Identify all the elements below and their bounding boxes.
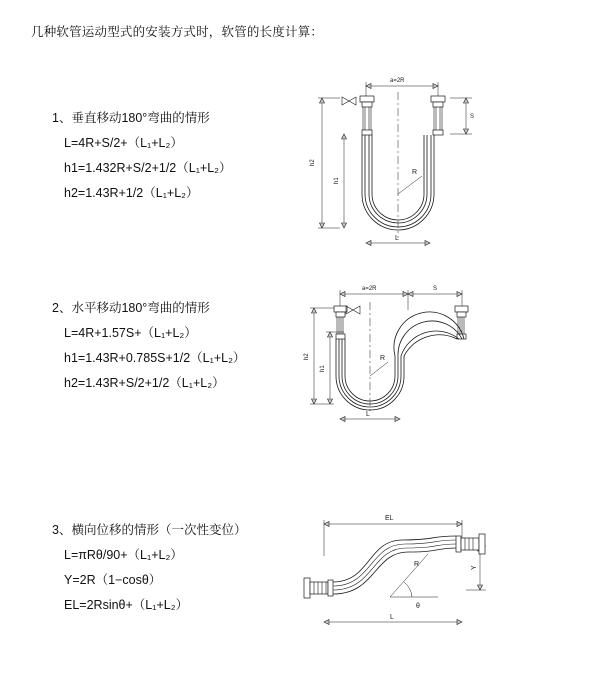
- dim-label-a-2r: a=2R: [390, 78, 405, 84]
- dim-label-r: R: [380, 355, 386, 362]
- dim-label-h2: h2: [310, 159, 316, 166]
- section-2-formula-1: L=4R+1.57S+（L₁+L₂）: [64, 326, 197, 340]
- section-3-heading: 3、横向位移的情形（一次性变位）: [52, 523, 247, 537]
- section-1-heading: 1、垂直移动180°弯曲的情形: [52, 111, 210, 125]
- section-1-formula-3: h2=1.43R+1/2（L₁+L₂）: [64, 186, 199, 200]
- dim-label-y: Y: [471, 565, 478, 570]
- section-3-formula-1: L=πRθ/90+（L₁+L₂）: [64, 548, 183, 562]
- section-1-text: [52, 108, 302, 208]
- page-title: 几种软管运动型式的安装方式时，软管的长度计算：: [31, 25, 324, 39]
- diagram-vertical-180: [300, 68, 490, 278]
- dim-label-l: L: [390, 614, 394, 621]
- dim-label-s: S: [433, 286, 438, 292]
- dim-label-theta: θ: [416, 603, 420, 610]
- dim-label-s: S: [470, 114, 475, 120]
- section-2-formula-3: h2=1.43R+S/2+1/2（L₁+L₂）: [64, 376, 225, 390]
- section-2-formula-2: h1=1.43R+0.785S+1/2（L₁+L₂）: [64, 351, 246, 365]
- dim-label-el: EL: [385, 515, 394, 522]
- section-2-heading: 2、水平移动180°弯曲的情形: [52, 301, 210, 315]
- diagram-horizontal-180: [300, 276, 500, 456]
- section-1-formula-2: h1=1.432R+S/2+1/2（L₁+L₂）: [64, 161, 232, 175]
- dim-label-a-2r: a=2R: [362, 286, 377, 292]
- dim-label-r: R: [414, 561, 420, 568]
- dim-label-h1: h1: [320, 365, 326, 372]
- section-1-formula-1: L=4R+S/2+（L₁+L₂）: [64, 136, 183, 150]
- section-3-formula-3: EL=2Rsinθ+（L₁+L₂）: [64, 598, 189, 612]
- section-2-text: [52, 298, 302, 398]
- section-3-text: [52, 520, 302, 620]
- section-3-formula-2: Y=2R（1−cosθ）: [64, 573, 162, 587]
- dim-label-l: L: [395, 235, 399, 242]
- dim-label-h1: h1: [334, 177, 340, 184]
- dim-label-r: R: [412, 169, 418, 176]
- diagram-lateral-offset: [290, 502, 500, 642]
- dim-label-h2: h2: [304, 353, 310, 360]
- dim-label-l: L: [366, 411, 370, 418]
